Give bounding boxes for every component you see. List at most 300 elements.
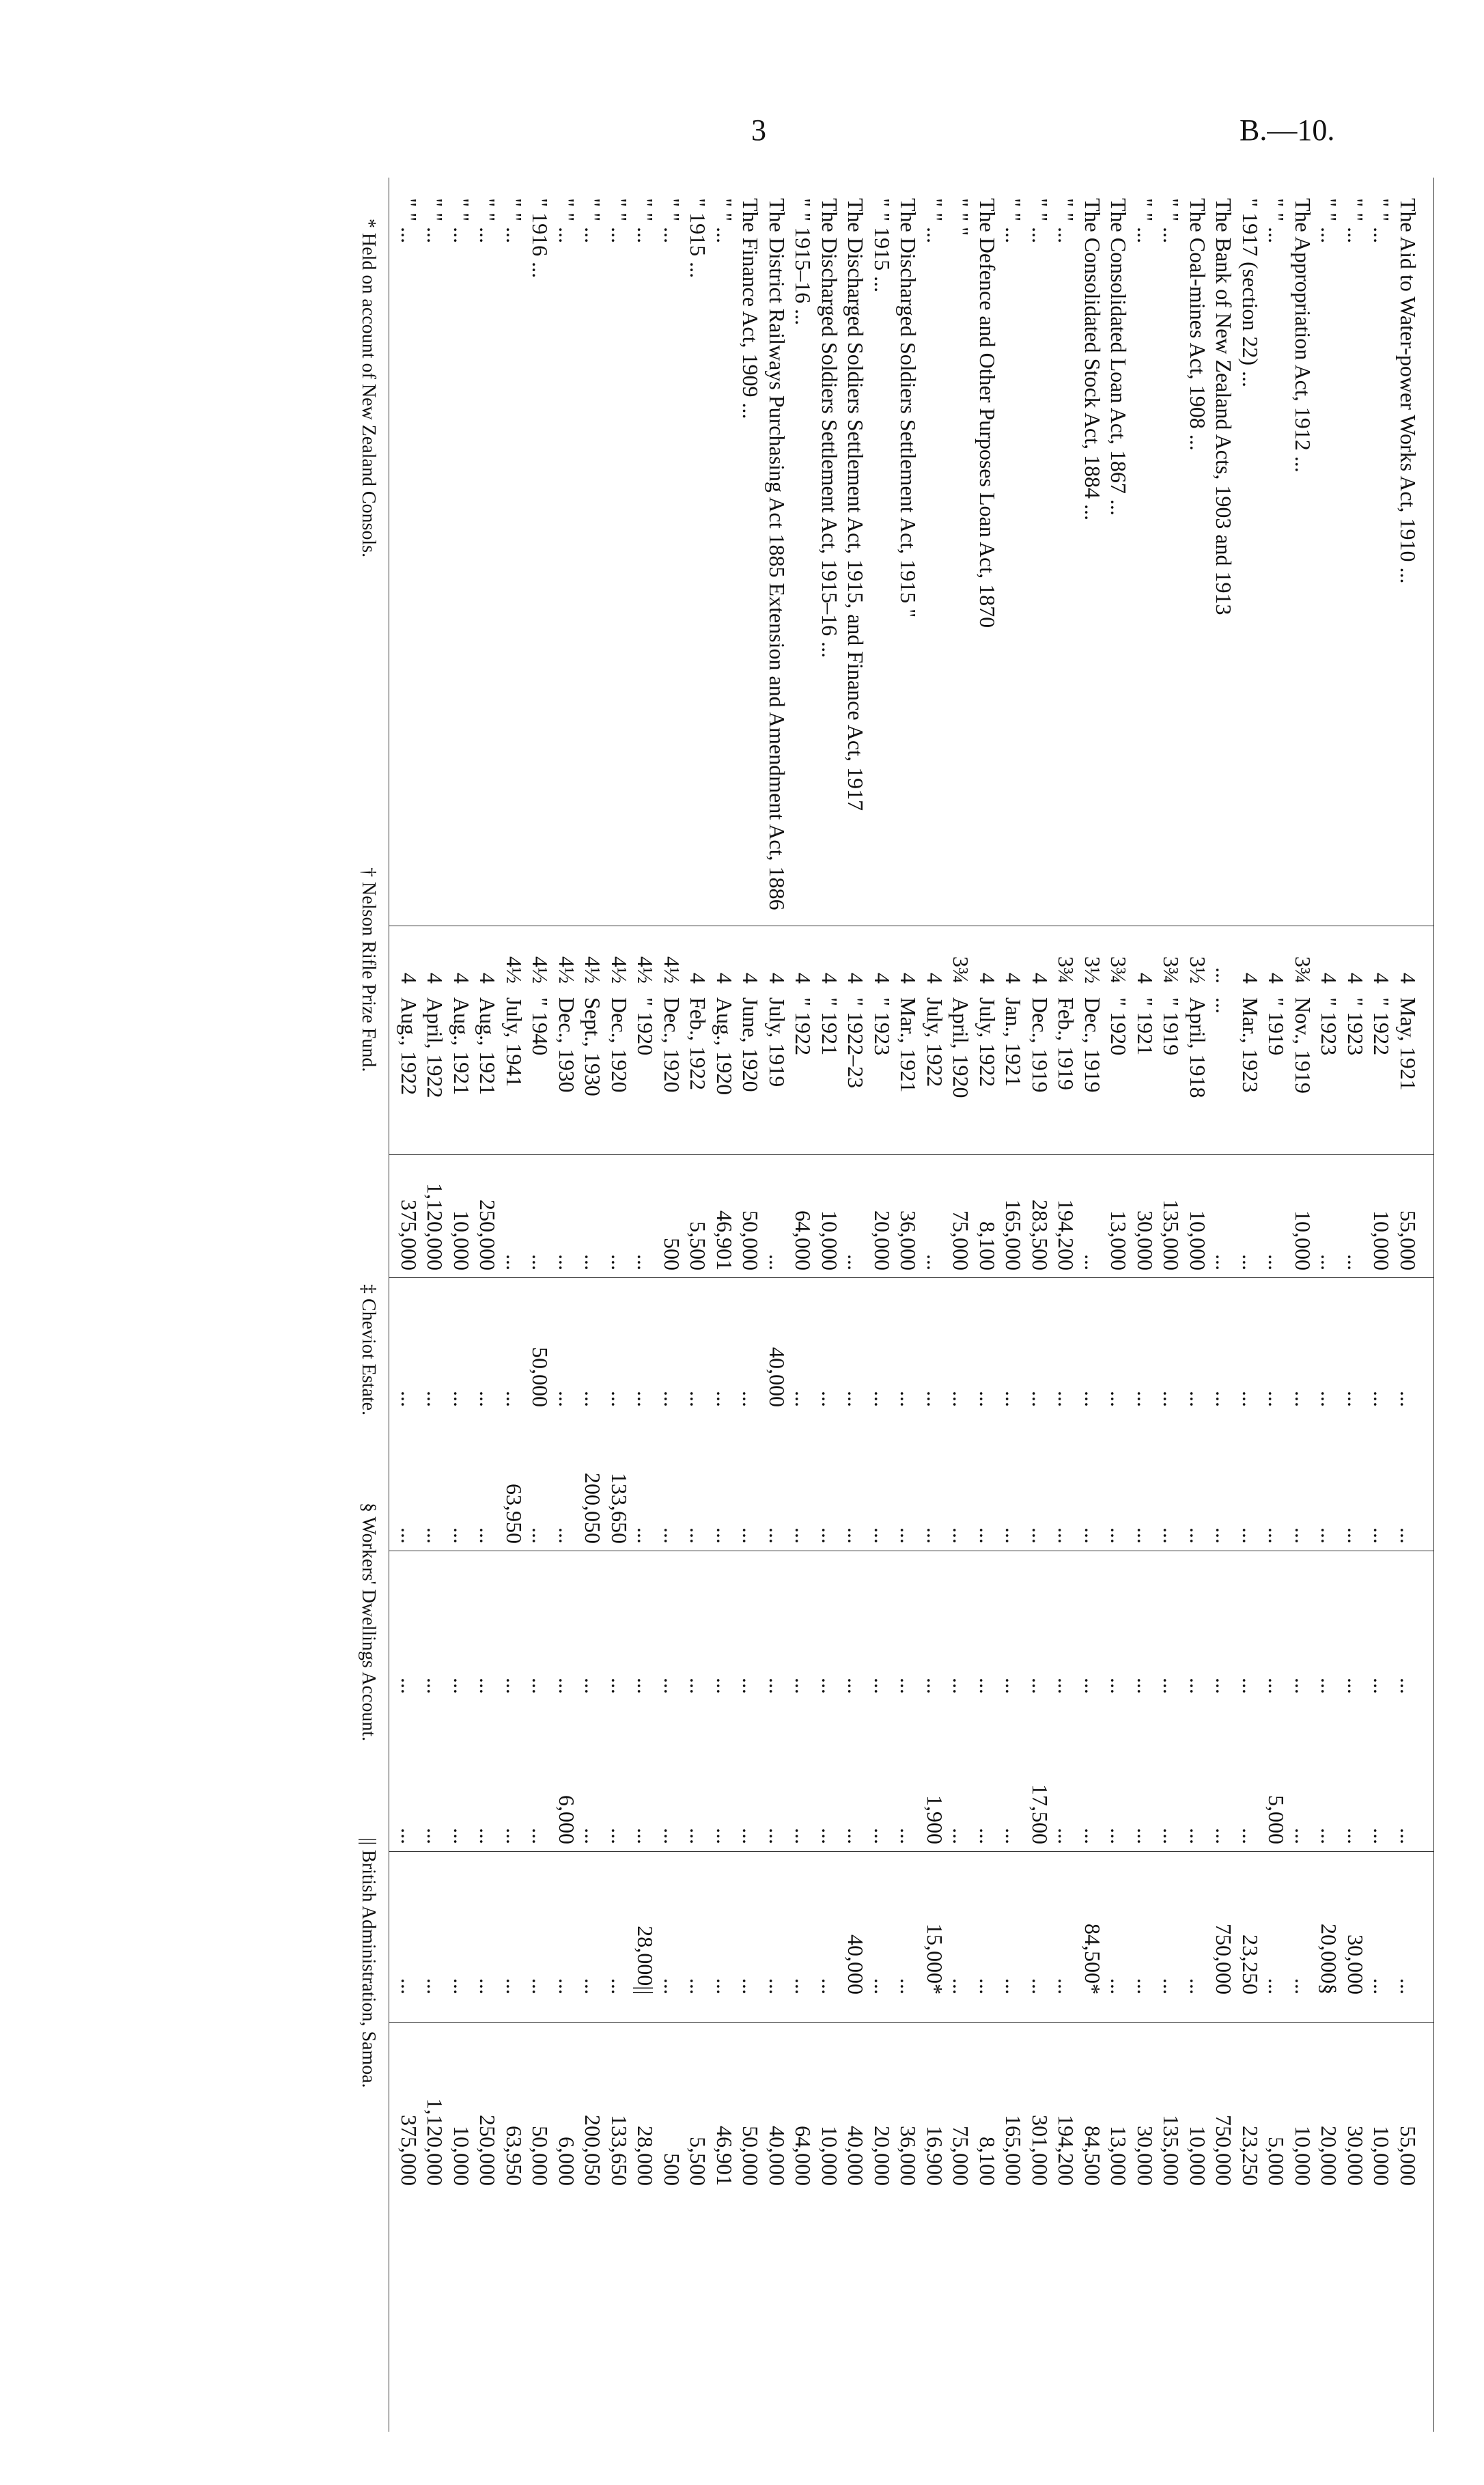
rate-cell: 4 [712, 973, 737, 984]
table-row [1238, 178, 1263, 2432]
act-cell: " " ... [660, 198, 684, 244]
maturity-cell: April, 1922 [423, 997, 448, 1098]
amount-cell: ... [1186, 1527, 1210, 1544]
amount-cell: ... [791, 1391, 816, 1407]
total-cell: 46,901 [712, 2126, 737, 2186]
rate-cell: 4 [686, 973, 711, 984]
amount-cell: ... [949, 1978, 974, 1995]
amount-cell: 750,000 [1212, 1924, 1237, 1995]
total-cell: 36,000 [896, 2126, 921, 2186]
total-cell: 5,000 [1264, 2137, 1289, 2186]
amount-cell: 375,000 [397, 1199, 421, 1271]
maturity-cell: " 1923 [1317, 997, 1342, 1056]
amount-cell: ... [870, 1828, 895, 1844]
amount-cell: ... [1212, 1254, 1237, 1271]
amount-cell: ... [923, 1678, 947, 1694]
amount-cell: ... [423, 1678, 448, 1694]
amount-cell: ... [423, 1391, 448, 1407]
act-cell: The Aid to Water-power Works Act, 1910 ... [1396, 198, 1420, 584]
amount-cell: ... [949, 1828, 974, 1844]
amount-cell: ... [502, 1254, 527, 1271]
total-cell: 64,000 [791, 2126, 816, 2186]
act-cell: The Discharged Soldiers Settlement Act, 1915 " [896, 198, 921, 618]
amount-cell: ... [1343, 1391, 1368, 1407]
amount-cell: ... [528, 1978, 553, 1995]
act-cell: " " ... [555, 198, 579, 244]
rate-cell: 4 [1133, 973, 1158, 984]
rate-cell: 4 [1369, 973, 1395, 984]
amount-cell: ... [555, 1254, 579, 1271]
amount-cell: ... [475, 1391, 501, 1407]
amount-cell: ... [843, 1391, 869, 1407]
rate-cell: 4½ [580, 956, 606, 984]
act-cell: " 1916 ... [528, 198, 553, 279]
amount-cell: ... [397, 1527, 421, 1544]
amount-cell: ... [1159, 1978, 1184, 1995]
act-cell: " " ... [923, 198, 947, 244]
amount-cell: ... [1396, 1678, 1420, 1694]
amount-cell: ... [712, 1391, 737, 1407]
total-cell: 1,120,000 [423, 2098, 448, 2186]
amount-cell: ... [843, 1828, 869, 1844]
maturity-cell: Dec., 1920 [607, 997, 632, 1093]
amount-cell: ... [870, 1527, 895, 1544]
amount-cell: 283,500 [1028, 1199, 1052, 1271]
maturity-cell: " 1922 [791, 997, 816, 1056]
amount-cell: ... [1264, 1978, 1289, 1995]
table-row [1343, 178, 1368, 2432]
amount-cell: ... [1317, 1527, 1342, 1544]
maturity-cell: Aug., 1922 [397, 997, 421, 1096]
amount-cell: ... [660, 1828, 684, 1844]
amount-cell: ... [1212, 1828, 1237, 1844]
act-cell: The Consolidated Loan Act, 1867 ... [1106, 198, 1132, 516]
act-cell: " " ... [633, 198, 658, 244]
amount-cell: 30,000 [1343, 1934, 1368, 1995]
act-cell: " " ... [423, 198, 448, 244]
act-cell: " " ... [475, 198, 501, 244]
amount-cell: ... [1369, 1527, 1395, 1544]
amount-cell: ... [765, 1828, 789, 1844]
amount-cell: ... [1396, 1391, 1420, 1407]
total-cell: 16,900 [923, 2126, 947, 2186]
maturity-cell: Dec., 1920 [660, 997, 684, 1093]
amount-cell: ... [1396, 1828, 1420, 1844]
total-cell: 301,000 [1028, 2115, 1052, 2186]
amount-cell: ... [397, 1678, 421, 1694]
amount-cell: ... [1369, 1828, 1395, 1844]
amount-cell: ... [1186, 1978, 1210, 1995]
amount-cell: 10,000 [1369, 1210, 1395, 1271]
amount-cell: ... [397, 1978, 421, 1995]
maturity-cell: ... [1212, 997, 1237, 1014]
act-cell: " " ... [1264, 198, 1289, 244]
rate-cell: 4 [975, 973, 1000, 984]
rate-cell: 4 [475, 973, 501, 984]
act-cell: " " ... [1369, 198, 1395, 244]
table-row [1291, 178, 1315, 2432]
amount-cell: ... [1133, 1678, 1158, 1694]
amount-cell: ... [896, 1678, 921, 1694]
act-cell: The Coal-mines Act, 1908 ... [1186, 198, 1210, 451]
maturity-cell: May, 1921 [1396, 997, 1420, 1091]
amount-cell: ... [449, 1828, 474, 1844]
amount-cell: ... [1186, 1678, 1210, 1694]
table-row [923, 178, 947, 2432]
amount-cell: ... [607, 1978, 632, 1995]
maturity-cell: Jan., 1921 [1001, 997, 1026, 1087]
amount-cell: 40,000 [843, 1934, 869, 1995]
act-cell: " " ... [607, 198, 632, 244]
table-row [1186, 178, 1210, 2432]
rate-cell: 3½ [1080, 956, 1105, 984]
amount-cell: ... [1080, 1254, 1105, 1271]
amount-cell: ... [528, 1828, 553, 1844]
total-cell: 135,000 [1159, 2115, 1184, 2186]
maturity-cell: " 1940 [528, 997, 553, 1056]
amount-cell: ... [975, 1678, 1000, 1694]
total-cell: 133,650 [607, 2115, 632, 2186]
maturity-cell: Dec., 1919 [1080, 997, 1105, 1093]
amount-cell: ... [712, 1527, 737, 1544]
rate-cell: 4 [1343, 973, 1368, 984]
amount-cell: ... [1343, 1254, 1368, 1271]
amount-cell: ... [738, 1828, 764, 1844]
amount-cell: ... [1106, 1678, 1132, 1694]
table-row [792, 178, 816, 2432]
act-cell: The Defence and Other Purposes Loan Act, 1870 [975, 198, 1000, 628]
amount-cell: 10,000 [817, 1210, 842, 1271]
amount-cell: 135,000 [1159, 1199, 1184, 1271]
amount-cell: ... [633, 1391, 658, 1407]
rate-cell: 4 [397, 973, 421, 984]
table-row [817, 178, 842, 2432]
act-cell: " " ... [1001, 198, 1026, 244]
rate-cell: 4½ [607, 956, 632, 984]
act-cell: The Bank of New Zealand Acts, 1903 and 1913 [1212, 198, 1237, 615]
amount-cell: ... [975, 1978, 1000, 1995]
total-cell: 50,000 [528, 2126, 553, 2186]
table-row [975, 178, 1000, 2432]
table-row [844, 178, 869, 2432]
maturity-cell: Aug., 1921 [475, 997, 501, 1096]
rate-cell: 4½ [502, 956, 527, 984]
amount-cell: ... [475, 1678, 501, 1694]
amount-cell: ... [1186, 1391, 1210, 1407]
amount-cell: 194,200 [1054, 1199, 1079, 1271]
amount-cell: ... [1028, 1978, 1052, 1995]
table-row [634, 178, 658, 2432]
amount-cell: ... [555, 1678, 579, 1694]
act-cell: " " ... [712, 198, 737, 244]
total-cell: 40,000 [843, 2126, 869, 2186]
amount-cell: ... [1291, 1527, 1315, 1544]
amount-cell: ... [791, 1527, 816, 1544]
amount-cell: ... [580, 1678, 606, 1694]
amount-cell: ... [1212, 1678, 1237, 1694]
maturity-cell: " 1921 [817, 997, 842, 1056]
table-row [581, 178, 606, 2432]
amount-cell: ... [555, 1391, 579, 1407]
table-row [1080, 178, 1105, 2432]
amount-cell: ... [1238, 1828, 1263, 1844]
amount-cell: ... [738, 1978, 764, 1995]
amount-cell: ... [1080, 1527, 1105, 1544]
amount-cell: 10,000 [1291, 1210, 1315, 1271]
table-row [1160, 178, 1184, 2432]
amount-cell: ... [1317, 1391, 1342, 1407]
footnote: * Held on account of New Zealand Consols. [358, 219, 379, 558]
amount-cell: ... [1028, 1391, 1052, 1407]
table-row [502, 178, 527, 2432]
amount-cell: 40,000 [765, 1347, 789, 1407]
amount-cell: ... [1159, 1828, 1184, 1844]
total-cell: 200,050 [580, 2115, 606, 2186]
maturity-cell: April, 1918 [1186, 997, 1210, 1098]
act-cell: " " ... [1159, 198, 1184, 244]
maturity-cell: " 1923 [870, 997, 895, 1056]
act-cell: " 1915 ... [686, 198, 711, 279]
amount-cell: ... [1001, 1828, 1026, 1844]
total-cell: 30,000 [1343, 2126, 1368, 2186]
amount-cell: ... [765, 1678, 789, 1694]
amount-cell: ... [1343, 1828, 1368, 1844]
rate-cell: 4 [449, 973, 474, 984]
table-row [765, 178, 789, 2432]
amount-cell: ... [896, 1828, 921, 1844]
rate-cell: 4 [1238, 973, 1263, 984]
table-row [1054, 178, 1079, 2432]
amount-cell: ... [1080, 1828, 1105, 1844]
maturity-cell: " 1919 [1264, 997, 1289, 1056]
rate-cell: 3½ [1186, 956, 1210, 984]
amount-cell: ... [1343, 1527, 1368, 1544]
act-cell: " " ... [397, 198, 421, 244]
amount-cell: ... [502, 1391, 527, 1407]
maturity-cell: Feb., 1922 [686, 997, 711, 1090]
amount-cell: ... [1317, 1678, 1342, 1694]
maturity-cell: " 1920 [1106, 997, 1132, 1056]
act-cell: " " 1915 ... [870, 198, 895, 293]
rate-cell: 4 [896, 973, 921, 984]
maturity-cell: Sept., 1930 [580, 997, 606, 1096]
amount-cell: 36,000 [896, 1210, 921, 1271]
amount-cell: ... [475, 1527, 501, 1544]
amount-cell: ... [1159, 1527, 1184, 1544]
amount-cell: 165,000 [1001, 1199, 1026, 1271]
act-cell: The Appropriation Act, 1912 ... [1291, 198, 1315, 473]
amount-cell: ... [555, 1527, 579, 1544]
total-cell: 10,000 [817, 2126, 842, 2186]
total-cell: 5,500 [686, 2137, 711, 2186]
amount-cell: ... [423, 1828, 448, 1844]
table-row [897, 178, 921, 2432]
amount-cell: ... [843, 1527, 869, 1544]
amount-cell: ... [1001, 1527, 1026, 1544]
total-cell: 40,000 [765, 2126, 789, 2186]
rate-cell: 3¾ [1159, 956, 1184, 984]
total-cell: 63,950 [502, 2126, 527, 2186]
amount-cell: 55,000 [1396, 1210, 1420, 1271]
rate-cell: 4 [843, 973, 869, 984]
amount-cell: ... [1396, 1978, 1420, 1995]
rate-cell: 4 [1396, 973, 1420, 984]
amount-cell: ... [1212, 1527, 1237, 1544]
act-cell: " " ... [449, 198, 474, 244]
act-cell: " " ... [1054, 198, 1079, 244]
total-cell: 75,000 [949, 2126, 974, 2186]
table-row [555, 178, 579, 2432]
table-row [1002, 178, 1026, 2432]
amount-cell: ... [1054, 1527, 1079, 1544]
amount-cell: ... [607, 1678, 632, 1694]
amount-cell: 500 [660, 1238, 684, 1271]
act-cell: " " ... [1343, 198, 1368, 244]
rate-cell: 4½ [555, 956, 579, 984]
amount-cell: 63,950 [502, 1484, 527, 1544]
total-cell: 6,000 [555, 2137, 579, 2186]
footnote: § Workers' Dwellings Account. [358, 1503, 379, 1742]
amount-cell: ... [1001, 1978, 1026, 1995]
amount-cell: ... [1238, 1527, 1263, 1544]
act-cell: " 1917 (section 22) ... [1238, 198, 1263, 388]
act-cell: The Consolidated Stock Act, 1884 ... [1080, 198, 1105, 520]
amount-cell: ... [1080, 1678, 1105, 1694]
rate-cell: 3¾ [1054, 956, 1079, 984]
amount-cell: ... [1106, 1828, 1132, 1844]
act-cell: " " ... [502, 198, 527, 244]
table-row [1265, 178, 1289, 2432]
table-row [949, 178, 974, 2432]
maturity-cell: Mar., 1921 [896, 997, 921, 1093]
total-cell: 10,000 [1369, 2126, 1395, 2186]
amount-cell: ... [817, 1678, 842, 1694]
amount-cell: ... [607, 1254, 632, 1271]
table-row [1370, 178, 1395, 2432]
amount-cell: 50,000 [738, 1210, 764, 1271]
amount-cell: ... [475, 1828, 501, 1844]
amount-cell: 8,100 [975, 1221, 1000, 1271]
act-cell: " " " [949, 198, 974, 236]
maturity-cell: " 1923 [1343, 997, 1368, 1056]
amount-cell: ... [975, 1828, 1000, 1844]
amount-cell: ... [686, 1828, 711, 1844]
amount-cell: ... [686, 1391, 711, 1407]
amount-cell: ... [1291, 1678, 1315, 1694]
amount-cell: ... [1291, 1978, 1315, 1995]
rate-cell: 4 [923, 973, 947, 984]
total-cell: 750,000 [1212, 2115, 1237, 2186]
maturity-cell: Mar., 1923 [1238, 997, 1263, 1093]
maturity-cell: " 1921 [1133, 997, 1158, 1056]
amount-cell: ... [923, 1254, 947, 1271]
amount-cell: ... [502, 1828, 527, 1844]
page-number: 3 [751, 113, 766, 147]
table-top-rule [1433, 178, 1434, 2432]
total-cell: 20,000 [1317, 2126, 1342, 2186]
amount-cell: ... [449, 1978, 474, 1995]
act-cell: " " ... [1133, 198, 1158, 244]
rate-cell: 4 [1028, 973, 1052, 984]
amount-cell: 5,000 [1264, 1795, 1289, 1844]
amount-cell: ... [923, 1527, 947, 1544]
amount-cell: ... [580, 1391, 606, 1407]
amount-cell: ... [1106, 1527, 1132, 1544]
amount-cell: ... [765, 1978, 789, 1995]
amount-cell: ... [896, 1391, 921, 1407]
rate-cell: ... [1212, 967, 1237, 984]
maturity-cell: Feb., 1919 [1054, 997, 1079, 1090]
amount-cell: ... [1028, 1527, 1052, 1544]
amount-cell: ... [580, 1978, 606, 1995]
table-row [686, 178, 711, 2432]
rate-cell: 4 [738, 973, 764, 984]
table-row [423, 178, 448, 2432]
amount-cell: 20,000§ [1317, 1924, 1342, 1995]
amount-cell: ... [1080, 1391, 1105, 1407]
total-cell: 375,000 [397, 2115, 421, 2186]
amount-cell: ... [896, 1978, 921, 1995]
amount-cell: 13,000 [1106, 1210, 1132, 1271]
amount-cell: ... [397, 1391, 421, 1407]
amount-cell: ... [817, 1828, 842, 1844]
amount-cell: ... [765, 1527, 789, 1544]
amount-cell: ... [1291, 1391, 1315, 1407]
maturity-cell: July, 1941 [502, 997, 527, 1087]
rate-cell: 4 [423, 973, 448, 984]
amount-cell: ... [660, 1391, 684, 1407]
rate-cell: 4 [817, 973, 842, 984]
rate-cell: 4½ [660, 956, 684, 984]
amount-cell: ... [1186, 1828, 1210, 1844]
amount-cell: ... [475, 1978, 501, 1995]
act-cell: The Discharged Soldiers Settlement Act, 1915–16 ... [817, 198, 842, 658]
footnote: || British Administration, Samoa. [358, 1837, 379, 2088]
amount-cell: ... [1317, 1828, 1342, 1844]
act-cell: The Finance Act, 1909 ... [738, 198, 764, 419]
act-cell: " " ... [1317, 198, 1342, 244]
amount-cell: ... [1133, 1527, 1158, 1544]
total-cell: 165,000 [1001, 2115, 1026, 2186]
table-row [1396, 178, 1420, 2432]
amount-cell: ... [1212, 1391, 1237, 1407]
amount-cell: 250,000 [475, 1199, 501, 1271]
total-cell: 23,250 [1238, 2126, 1263, 2186]
amount-cell: ... [660, 1678, 684, 1694]
amount-cell: ... [1369, 1391, 1395, 1407]
table-row [529, 178, 553, 2432]
table-row [1028, 178, 1052, 2432]
amount-cell: ... [791, 1828, 816, 1844]
total-cell: 84,500 [1080, 2126, 1105, 2186]
table-row [712, 178, 737, 2432]
table-row [476, 178, 501, 2432]
amount-cell: ... [949, 1527, 974, 1544]
amount-cell: ... [686, 1527, 711, 1544]
amount-cell: ... [1133, 1391, 1158, 1407]
amount-cell: ... [397, 1828, 421, 1844]
amount-cell: ... [870, 1678, 895, 1694]
rate-cell: 3¾ [1106, 956, 1132, 984]
maturity-cell: Dec., 1919 [1028, 997, 1052, 1093]
amount-cell: ... [1238, 1254, 1263, 1271]
amount-cell: ... [580, 1828, 606, 1844]
amount-cell: ... [791, 1678, 816, 1694]
table-row [660, 178, 684, 2432]
total-cell: 250,000 [475, 2115, 501, 2186]
amount-cell: ... [791, 1978, 816, 1995]
amount-cell: 10,000 [449, 1210, 474, 1271]
